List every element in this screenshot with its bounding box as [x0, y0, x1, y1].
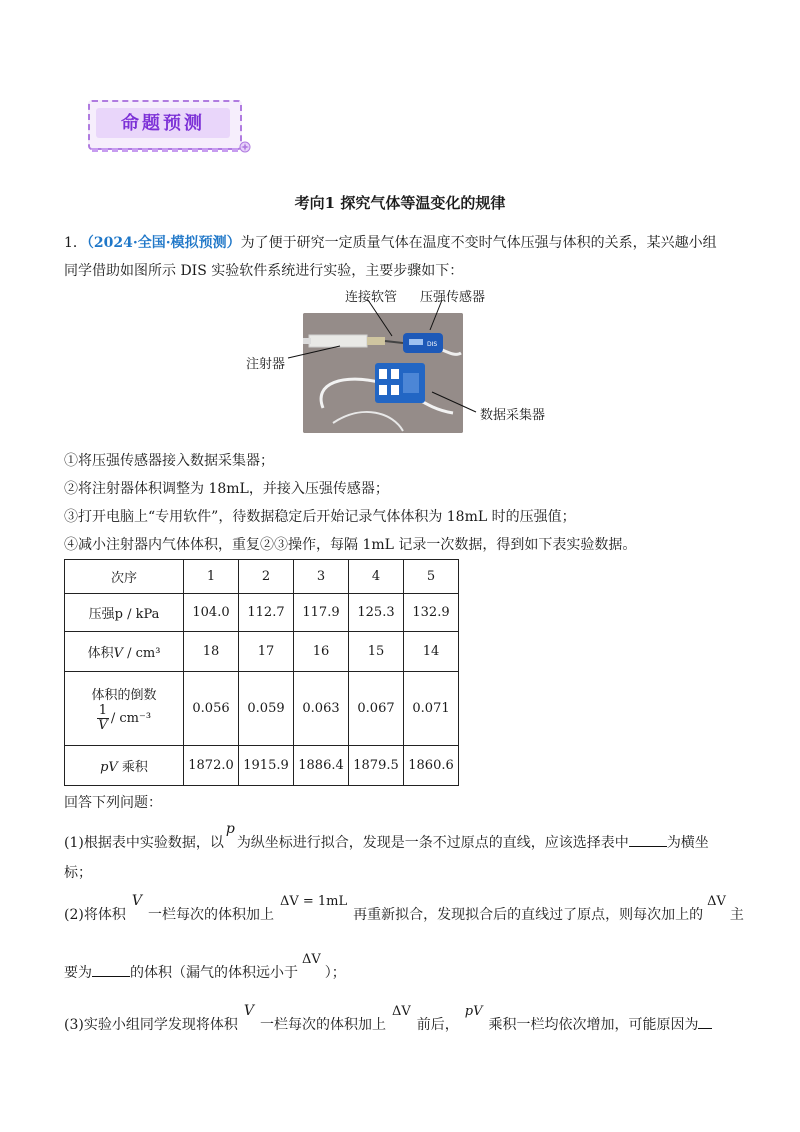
sparkle-icon	[238, 140, 252, 154]
table-cell: 16	[294, 632, 349, 672]
answer-intro: 回答下列问题：	[64, 795, 162, 811]
table-cell: 125.3	[349, 594, 404, 632]
table-order: 3	[294, 560, 349, 594]
table-cell: 1879.5	[349, 746, 404, 786]
step-3: ③打开电脑上“专用软件”，待数据稳定后开始记录气体体积为 18mL 时的压强值；	[64, 509, 576, 525]
table-cell: 1915.9	[239, 746, 294, 786]
table-cell: 1872.0	[184, 746, 239, 786]
table-order: 5	[404, 560, 459, 594]
fraction-numerator: 1	[98, 703, 108, 718]
table-cell: 0.059	[239, 672, 294, 746]
question-3	[64, 1003, 764, 1037]
question-2	[64, 893, 764, 927]
step-2: ②将注射器体积调整为 18mL，并接入压强传感器；	[64, 481, 389, 497]
q2-text-a: (2)将体积	[64, 907, 126, 923]
table-cell: 0.067	[349, 672, 404, 746]
answer-blank[interactable]	[92, 962, 130, 977]
table-cell: 15	[349, 632, 404, 672]
q2-text-g: ）；	[324, 965, 346, 981]
q3-var: V	[243, 1003, 254, 1019]
table-cell: 17	[239, 632, 294, 672]
q3-text-a: (3)实验小组同学发现将体积	[64, 1017, 238, 1033]
q1-text-a: (1)根据表中实验数据，以	[64, 835, 224, 851]
row-var: pV	[100, 760, 118, 775]
table-order: 4	[349, 560, 404, 594]
table-cell: 0.063	[294, 672, 349, 746]
table-row	[65, 632, 459, 672]
label-sensor: 压强传感器	[420, 290, 486, 305]
q3-text-d: 乘积一栏均依次增加，可能原因为	[488, 1017, 699, 1033]
q2-text-b: 一栏每次的体积加上	[147, 907, 274, 923]
answer-blank[interactable]	[629, 832, 667, 847]
row-label-text: 压强	[88, 607, 115, 622]
section-title: 考向1 探究气体等温变化的规律	[294, 194, 506, 212]
q3-delta-v: ΔV	[391, 1004, 411, 1019]
row-unit: p / kPa	[114, 607, 160, 622]
row-label-text: 体积	[87, 646, 114, 661]
banner-stripe	[92, 148, 240, 152]
row-unit: / cm³	[122, 646, 161, 661]
question-intro-line2: 同学借助如图所示 DIS 实验软件系统进行实验，主要步骤如下：	[64, 263, 464, 279]
step-4: ④减小注射器内气体体积，重复②③操作，每隔 1mL 记录一次数据，得到如下表实验数据。	[64, 537, 637, 553]
question-1-cont: 标；	[64, 865, 92, 881]
fraction	[97, 704, 109, 733]
table-order: 1	[184, 560, 239, 594]
q2-text-e: 要为	[64, 965, 92, 981]
row-label-volume	[65, 632, 184, 672]
question-2-cont	[64, 952, 754, 985]
fraction-denominator: V	[98, 718, 108, 733]
data-table	[64, 559, 459, 786]
label-collector: 数据采集器	[480, 408, 546, 423]
q2-delta-v: ΔV	[707, 894, 726, 909]
table-header-label: 次序	[65, 560, 184, 594]
sensor-label: DIS	[427, 341, 438, 348]
question-source: （2024·全国·模拟预测）	[86, 235, 241, 251]
table-cell: 112.7	[239, 594, 294, 632]
row-unit: / cm⁻³	[110, 711, 152, 726]
question-1	[64, 821, 754, 854]
q2-equation: ΔV = 1mL	[279, 894, 348, 909]
table-order: 2	[239, 560, 294, 594]
table-row	[65, 560, 459, 594]
table-cell: 14	[404, 632, 459, 672]
table-row	[65, 594, 459, 632]
q2-text-f: 的体积（漏气的体积远小于	[130, 965, 298, 981]
q1-text-c: 为横坐	[666, 835, 709, 851]
row-label-text: 乘积	[117, 760, 148, 775]
section-banner	[88, 100, 248, 152]
row-label-text: 体积的倒数	[91, 688, 157, 703]
q2-var: V	[131, 893, 142, 909]
table-cell: 104.0	[184, 594, 239, 632]
q2-text-c: 再重新拟合，发现拟合后的直线过了原点，则每次加上的	[353, 907, 704, 923]
table-cell: 1860.6	[404, 746, 459, 786]
row-label-pressure	[65, 594, 184, 632]
step-1: ①将压强传感器接入数据采集器；	[64, 453, 274, 469]
row-label-product	[65, 746, 184, 786]
q3-text-b: 一栏每次的体积加上	[259, 1017, 386, 1033]
table-cell: 0.071	[404, 672, 459, 746]
banner-title: 命题预测	[121, 113, 205, 134]
table-row	[65, 746, 459, 786]
answer-blank[interactable]	[698, 1014, 712, 1029]
question-number: 1．	[64, 235, 87, 251]
question-intro-text: 为了便于研究一定质量气体在温度不变时气体压强与体积的关系，某兴趣小组	[240, 235, 717, 251]
q3-text-c: 前后，	[416, 1017, 459, 1033]
q3-pv: pV	[464, 1004, 483, 1019]
label-hose: 连接软管	[345, 290, 398, 305]
q1-var: p	[225, 821, 235, 837]
table-cell: 117.9	[294, 594, 349, 632]
question-intro-line1	[64, 232, 744, 254]
table-cell: 1886.4	[294, 746, 349, 786]
label-syringe: 注射器	[246, 357, 286, 372]
row-label-reciprocal	[65, 672, 184, 746]
row-var: V	[113, 646, 123, 661]
table-row	[65, 672, 459, 746]
q2-text-d: 主	[729, 907, 744, 923]
q2-delta-v: ΔV	[302, 952, 321, 967]
reciprocal-unit	[97, 704, 151, 733]
table-cell: 132.9	[404, 594, 459, 632]
table-cell: 18	[184, 632, 239, 672]
q1-text-b: 为纵坐标进行拟合，发现是一条不过原点的直线，应该选择表中	[236, 835, 629, 851]
table-cell: 0.056	[184, 672, 239, 746]
